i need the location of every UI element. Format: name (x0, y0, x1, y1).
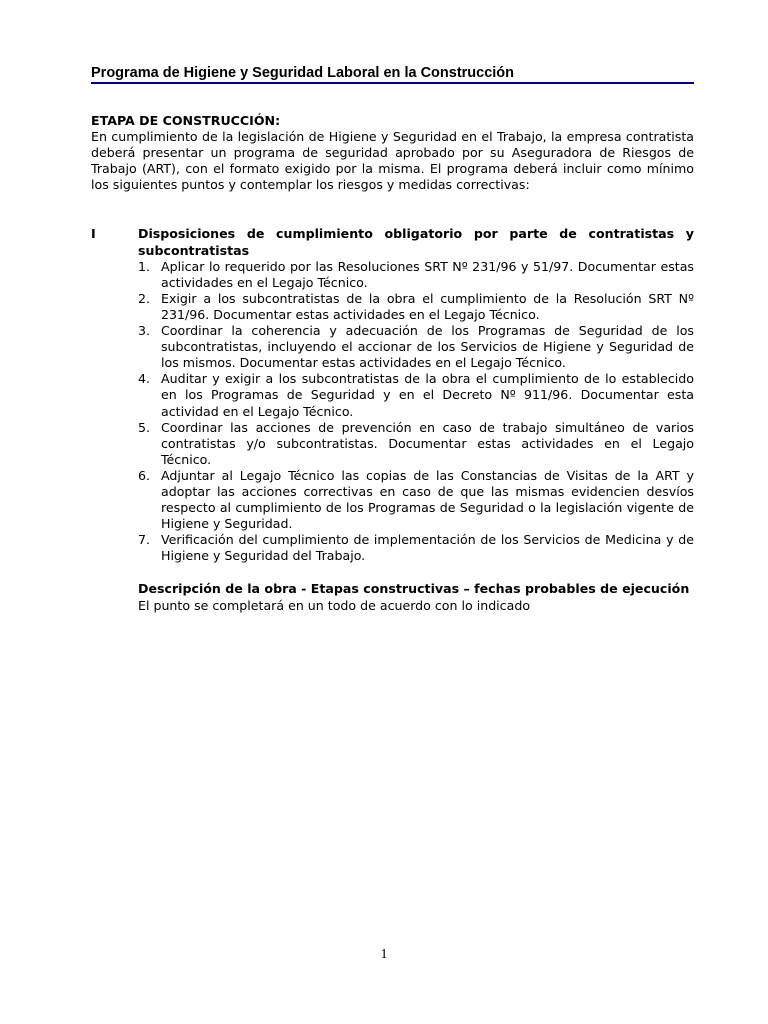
list-item (138, 323, 694, 371)
list-item-text: Exigir a los subcontratistas de la obra el cumplimiento de la Resolución SRT Nº 231/96. Documentar estas actividades en el Legajo Técnico. (161, 290, 694, 322)
list-item (138, 371, 694, 419)
list-item-text: Coordinar la coherencia y adecuación de los Programas de Seguridad de los subcontratistas, incluyendo el accionar de los Servicios de Higiene y Seguridad de los mismos. Documentar estas actividades en el Legajo Técnico. (161, 323, 694, 371)
stage-heading: ETAPA DE CONSTRUCCIÓN: (91, 113, 281, 128)
list-item-number: 2. (138, 290, 151, 306)
list-item-number: 7. (138, 532, 151, 548)
section-body (138, 226, 694, 564)
list-item-text: Adjuntar al Legajo Técnico las copias de las Constancias de Visitas de la ART y adoptar las acciones correctivas en caso de que las mismas evidencien desvíos respecto al cumplimiento de los Programas de Seguridad o la legislación vigente de Higiene y Seguridad. (161, 467, 694, 532)
document-body (91, 113, 694, 614)
description-section (138, 581, 694, 613)
list-item-text: Aplicar lo requerido por las Resoluciones SRT Nº 231/96 y 51/97. Documentar estas actividades en el Legajo Técnico. (161, 258, 694, 290)
list-item (138, 259, 694, 291)
description-text: El punto se completará en un todo de acuerdo con lo indicado (138, 597, 531, 613)
list-item-text: Verificación del cumplimiento de implementación de los Servicios de Medicina y de Higiene y Seguridad del Trabajo. (161, 532, 694, 564)
list-item-text: Auditar y exigir a los subcontratistas de la obra el cumplimiento de lo establecido en los Programas de Seguridad y en el Decreto Nº 911/96. Documentar esta actividad en el Legajo Técnico. (161, 371, 694, 419)
list-item (138, 291, 694, 323)
document-header-title: Programa de Higiene y Seguridad Laboral en la Construcción (91, 65, 515, 81)
list-item-number: 3. (138, 323, 151, 339)
section-obligations (91, 226, 694, 564)
intro-paragraph: En cumplimiento de la legislación de Higiene y Seguridad en el Trabajo, la empresa contratista deberá presentar un programa de seguridad aprobado por su Aseguradora de Riesgos de Trabajo (ART), con el formato exigido por la misma. El programa deberá incluir como mínimo los siguientes puntos y contemplar los riesgos y medidas correctivas: (91, 129, 694, 193)
list-item-number: 1. (138, 258, 151, 274)
list-item-number: 4. (138, 371, 151, 387)
header-rule (91, 82, 694, 84)
section-numeral: I (91, 226, 96, 242)
page-number: 1 (380, 947, 388, 962)
section-title: Disposiciones de cumplimiento obligatorio por parte de contratistas y subcontratistas (138, 226, 694, 258)
list-item (138, 468, 694, 532)
list-item (138, 532, 694, 564)
obligations-list (138, 259, 694, 565)
list-item-number: 6. (138, 467, 151, 483)
list-item-number: 5. (138, 419, 151, 435)
list-item-text: Coordinar las acciones de prevención en caso de trabajo simultáneo de varios contratistas y/o subcontratistas. Documentar estas actividades en el Legajo Técnico. (161, 419, 694, 467)
list-item (138, 420, 694, 468)
description-title: Descripción de la obra - Etapas constructivas – fechas probables de ejecución (138, 581, 690, 597)
